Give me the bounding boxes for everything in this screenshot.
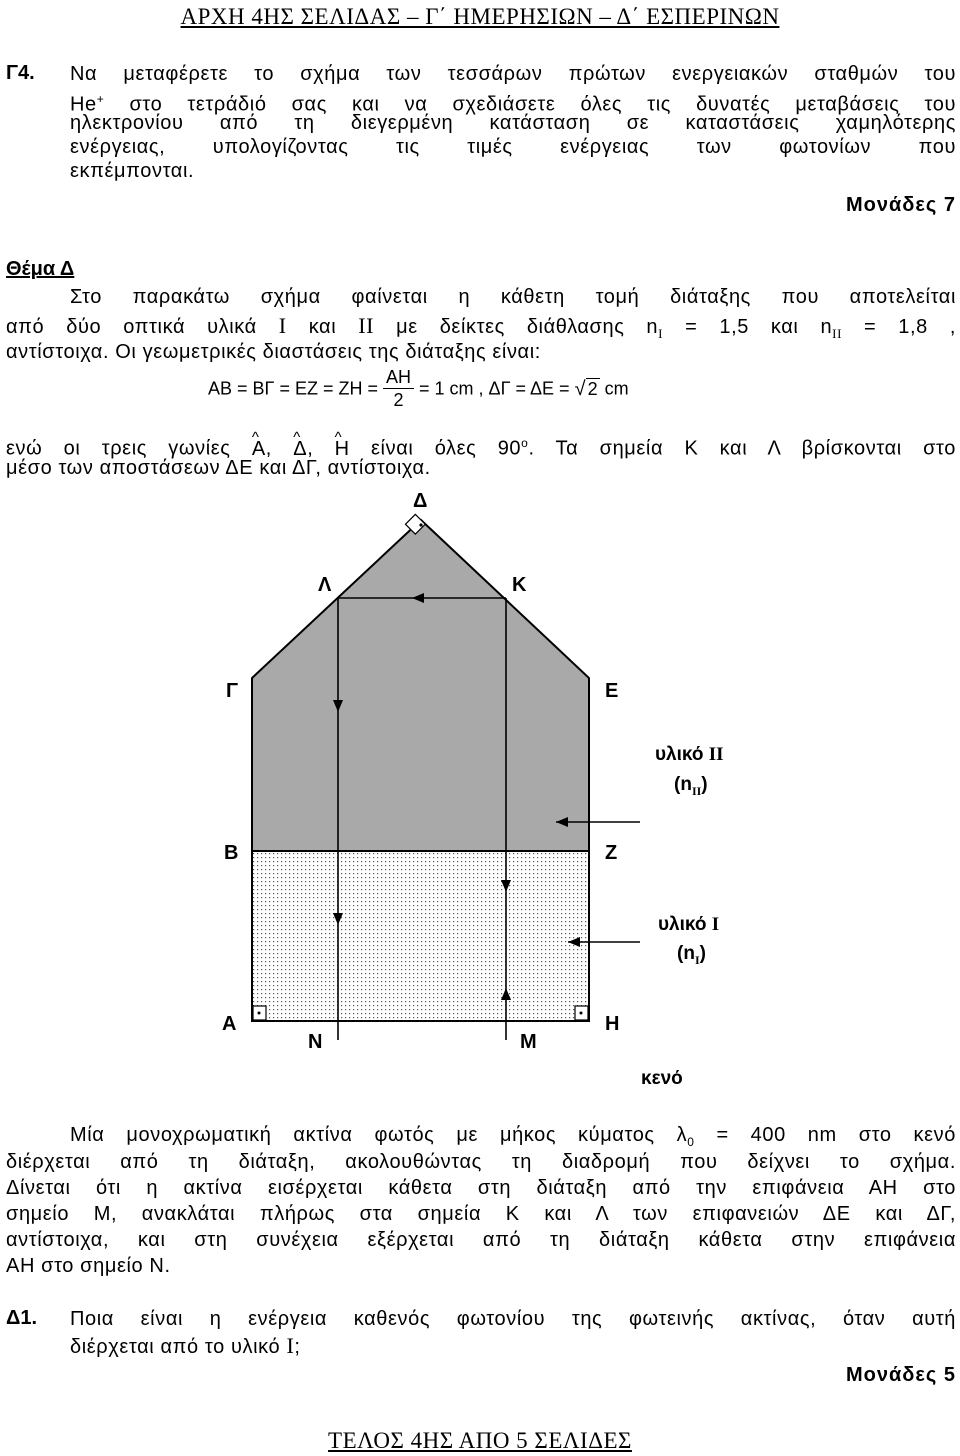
d1-line-1: Ποια είναι η ενέργεια καθενός φωτονίου της φωτεινής ακτίνας, όταν αυτή bbox=[70, 1308, 956, 1330]
vacuum-label: κενό bbox=[641, 1068, 683, 1089]
material-II-label bbox=[655, 744, 724, 766]
formula-left: ΑΒ = ΒΓ = ΕΖ = ΖΗ = bbox=[208, 378, 378, 399]
material-II-symbol: ΙΙ bbox=[358, 313, 375, 338]
material-I-word: υλικό bbox=[658, 914, 707, 935]
degree-symbol: ο bbox=[521, 436, 529, 450]
n-I-sub: Ι bbox=[658, 326, 664, 341]
theme-title: Θέμα Δ bbox=[6, 258, 75, 280]
dimension-formula bbox=[208, 366, 629, 411]
material-I-close: ) bbox=[699, 943, 706, 964]
d1-label: Δ1. bbox=[6, 1307, 38, 1329]
g4-line-2-rest: στο τετράδιό σας και να σχεδιάσετε όλες τις δυνατές μεταβάσεις του bbox=[129, 93, 956, 116]
intro2-b: και bbox=[308, 316, 337, 338]
material-I-index bbox=[677, 943, 706, 968]
material-I-numeral: Ι bbox=[711, 914, 720, 935]
label-H: Η bbox=[605, 1013, 620, 1035]
body-line-3: Δίνεται ότι η ακτίνα εισέρχεται κάθετα στη διάταξη από την επιφάνεια ΑΗ στο bbox=[6, 1177, 956, 1199]
sqrt-sign: √ bbox=[574, 377, 586, 400]
prism-figure bbox=[0, 480, 960, 1120]
formula-fraction bbox=[383, 366, 414, 411]
label-N: Ν bbox=[308, 1031, 323, 1053]
body-line-1-end: = 400 nm στο κενό bbox=[716, 1124, 956, 1146]
angles-line: ενώ οι τρεις γωνίες ^ Α, ^ Δ, ^ Η είναι όλες $90^o$. Τα σημεία Κ και Λ βρίσκονται στο bbox=[6, 431, 956, 461]
sqrt-expression bbox=[575, 378, 600, 400]
fraction-denominator: 2 bbox=[393, 390, 404, 410]
g4-he-plus: + bbox=[96, 92, 105, 106]
material-II-close: ) bbox=[701, 774, 708, 795]
d1-points: Μονάδες 5 bbox=[846, 1364, 956, 1386]
formula-unit: cm bbox=[604, 378, 629, 399]
body-line-1-text: Μία μονοχρωματική ακτίνα φωτός με μήκος κύματος λ bbox=[70, 1124, 688, 1146]
lambda-sub: 0 bbox=[687, 1135, 695, 1149]
g4-label: Γ4. bbox=[6, 62, 35, 84]
g4-line-1: Να μεταφέρετε το σχήμα των τεσσάρων πρώτων ενεργειακών σταθμών του bbox=[70, 63, 956, 85]
angles-line-2: μέσο των αποστάσεων ΔΕ και ΔΓ, αντίστοιχα. bbox=[6, 457, 431, 479]
page-header: ΑΡΧΗ 4ΗΣ ΣΕΛΙΔΑΣ – Γ΄ ΗΜΕΡΗΣΙΩΝ – Δ΄ ΕΣΠΕΡΙΝΩΝ bbox=[180, 4, 780, 29]
angles-c: . Τα σημεία Κ και Λ βρίσκονται στο bbox=[528, 437, 956, 460]
label-L: Λ bbox=[318, 574, 332, 596]
intro2-a: από δύο οπτικά υλικά bbox=[6, 316, 257, 338]
angles-b: είναι όλες 90 bbox=[371, 437, 522, 460]
intro2-e: = 1,8 , bbox=[864, 316, 956, 338]
d1-line-2 bbox=[70, 1334, 960, 1359]
material-I-region bbox=[252, 851, 589, 1021]
theme-intro-3: αντίστοιχα. Οι γεωμετρικές διαστάσεις της διάταξης είναι: bbox=[6, 341, 541, 363]
g4-he: He bbox=[70, 93, 97, 116]
material-II-numeral: ΙΙ bbox=[708, 744, 724, 765]
g4-line-3: ηλεκτρονίου από τη διεγερμένη κατάσταση σε καταστάσεις χαμηλότερης bbox=[70, 112, 956, 134]
material-II-n: (n bbox=[674, 774, 692, 795]
angle-D: ^ Δ bbox=[293, 437, 307, 461]
d1-material-I: Ι bbox=[286, 1333, 295, 1358]
g4-line-4: ενέργειας, υπολογίζοντας τις τιμές ενέργειας των φωτονίων που bbox=[70, 136, 956, 158]
body-line-5: αντίστοιχα, και στη συνέχεια εξέρχεται από τη διάταξη κάθετα στην επιφάνεια bbox=[6, 1229, 956, 1251]
angle-A: ^ Α bbox=[252, 437, 266, 461]
intro2-c: με δείκτες διάθλασης n bbox=[396, 316, 659, 338]
d1-question-mark: ; bbox=[294, 1336, 301, 1358]
label-A: Α bbox=[222, 1013, 237, 1035]
material-I-n: (n bbox=[677, 943, 695, 964]
material-II-region bbox=[252, 520, 589, 851]
fraction-numerator: ΑΗ bbox=[383, 366, 414, 389]
material-I-label bbox=[658, 914, 719, 936]
material-II-index bbox=[674, 774, 708, 799]
angles-a: ενώ οι τρεις γωνίες bbox=[6, 437, 231, 460]
label-K: Κ bbox=[512, 574, 527, 596]
n-II-sub: ΙΙ bbox=[832, 326, 843, 341]
theme-intro-1: Στο παρακάτω σχήμα φαίνεται η κάθετη τομή διάταξης που αποτελείται bbox=[70, 286, 956, 308]
sqrt-value: 2 bbox=[587, 378, 598, 399]
label-M: Μ bbox=[520, 1031, 537, 1053]
angle-H: ^ Η bbox=[335, 437, 350, 461]
g4-points: Μονάδες 7 bbox=[846, 194, 956, 216]
label-E: Ε bbox=[605, 680, 619, 702]
label-Z: Ζ bbox=[605, 842, 618, 864]
page-footer: ΤΕΛΟΣ 4ΗΣ ΑΠΟ 5 ΣΕΛΙΔΕΣ bbox=[328, 1428, 632, 1453]
intro2-d: = 1,5 και n bbox=[685, 316, 833, 338]
label-B: Β bbox=[224, 842, 239, 864]
material-I-symbol: Ι bbox=[278, 313, 287, 338]
d1-line-2-text: διέρχεται από το υλικό bbox=[70, 1336, 281, 1358]
material-II-n-sub: ΙΙ bbox=[691, 783, 702, 798]
body-line-4: σημείο Μ, ανακλάται πλήρως στα σημεία Κ και Λ των επιφανειών ΔΕ και ΔΓ, bbox=[6, 1203, 956, 1225]
material-I-n-sub: Ι bbox=[694, 952, 700, 967]
formula-mid: = 1 cm , ΔΓ = ΔΕ = bbox=[419, 378, 570, 399]
label-G: Γ bbox=[226, 680, 239, 702]
g4-line-5: εκπέμπονται. bbox=[70, 160, 195, 182]
body-line-2: διέρχεται από τη διάταξη, ακολουθώντας τη διαδρομή που δείχνει το σχήμα. bbox=[6, 1151, 956, 1173]
material-II-word: υλικό bbox=[655, 744, 704, 765]
body-line-6: ΑΗ στο σημείο Ν. bbox=[6, 1255, 171, 1277]
label-D: Δ bbox=[413, 490, 428, 512]
